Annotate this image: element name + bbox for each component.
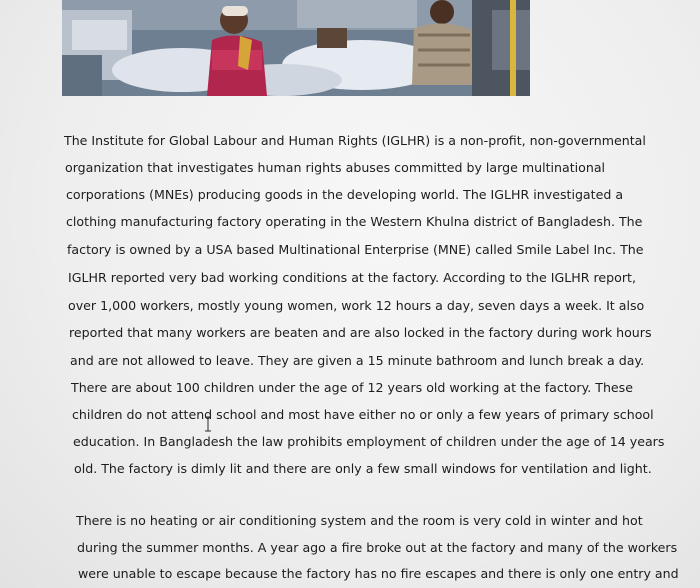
factory-workers-photo [62, 0, 530, 96]
paragraph-1-line-6: IGLHR reported very bad working conditions at the factory. According to the IGLHR report, [68, 270, 636, 285]
paragraph-1-line-11: children do not attend school and most have either no or only a few years of primary school [72, 407, 654, 422]
paragraph-1-line-7: over 1,000 workers, mostly young women, work 12 hours a day, seven days a week. It also [68, 298, 645, 313]
paragraph-1-line-12: education. In Bangladesh the law prohibits employment of children under the age of 14 years [73, 434, 665, 449]
paragraph-2-line-2: during the summer months. A year ago a fire broke out at the factory and many of the workers [77, 540, 678, 555]
paragraph-1-line-5: factory is owned by a USA based Multinational Enterprise (MNE) called Smile Label Inc. The [67, 242, 644, 257]
paragraph-1-line-4: clothing manufacturing factory operating in the Western Khulna district of Bangladesh. The [66, 214, 643, 229]
paragraph-2-line-3: were unable to escape because the factory has no fire escapes and there is only one entry and [78, 566, 679, 581]
paragraph-1-line-9: and are not allowed to leave. They are given a 15 minute bathroom and lunch break a day. [70, 353, 645, 368]
paragraph-1-line-13: old. The factory is dimly lit and there are only a few small windows for ventilation and light. [74, 461, 652, 476]
paragraph-1-line-10: There are about 100 children under the age of 12 years old working at the factory. These [71, 380, 633, 395]
paragraph-1-line-2: organization that investigates human rights abuses committed by large multinational [65, 160, 606, 175]
paragraph-2-line-1: There is no heating or air conditioning system and the room is very cold in winter and hot [76, 513, 643, 528]
paragraph-1-line-8: reported that many workers are beaten and are also locked in the factory during work hours [69, 325, 652, 340]
text-cursor-icon [204, 416, 212, 432]
paragraph-1-line-3: corporations (MNEs) producing goods in the developing world. The IGLHR investigated a [66, 187, 624, 202]
paragraph-1-line-1: The Institute for Global Labour and Human Rights (IGLHR) is a non-profit, non-governmental [64, 133, 646, 148]
